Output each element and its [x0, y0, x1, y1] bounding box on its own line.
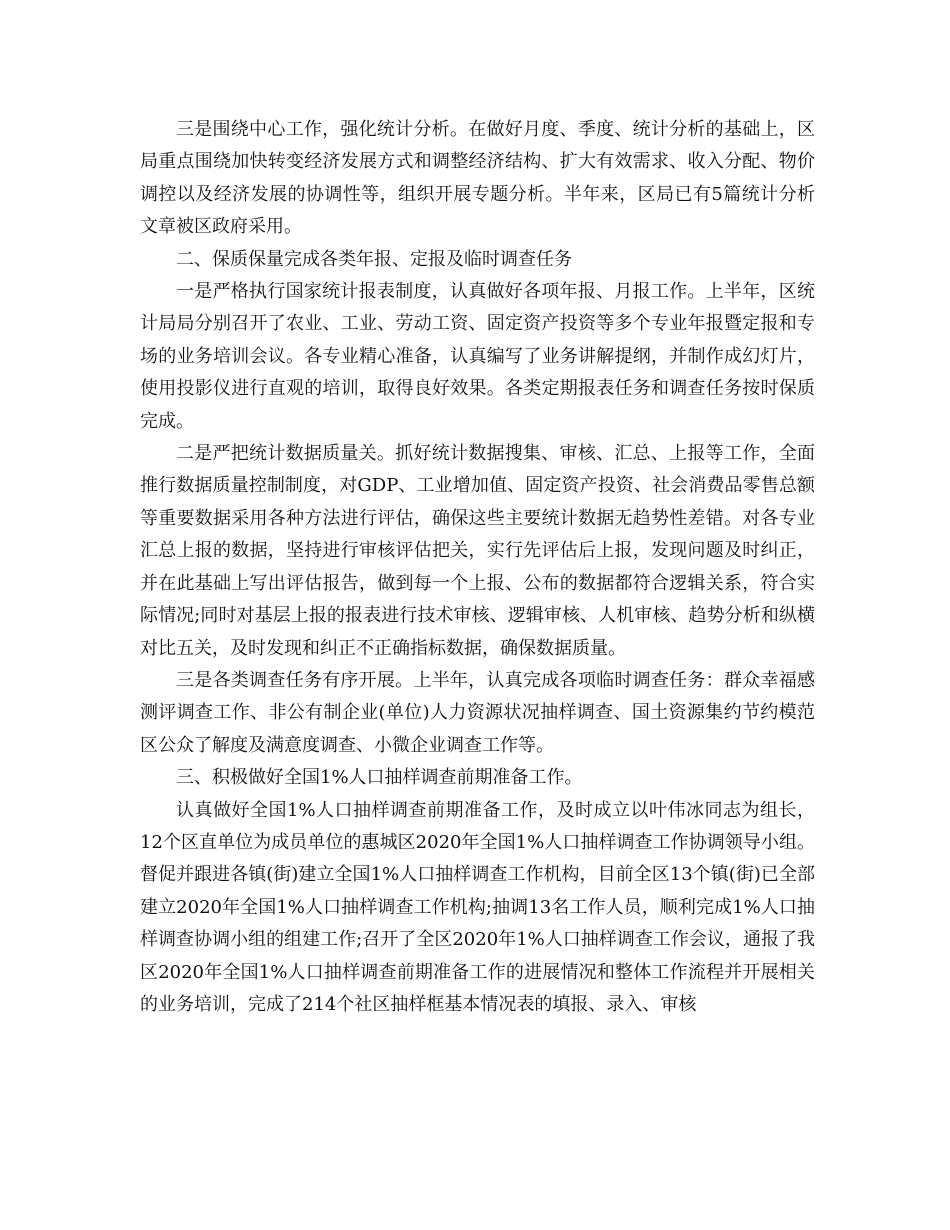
paragraph-report-system: 一是严格执行国家统计报表制度，认真做好各项年报、月报工作。上半年，区统计局局分别召开了农业、工业、劳动工资、固定资产投资等多个专业年报暨定报和专场的业务培训会议。各专业精心准备，认真编写了业务讲解提纲，并制作成幻灯片，使用投影仪进行直观的培训，取得良好效果。各类定期报表任务和调查任务按时保质完成。 [140, 281, 815, 432]
paragraph-survey-tasks: 三是各类调查任务有序开展。上半年，认真完成各项临时调查任务：群众幸福感测评调查工作、非公有制企业(单位)人力资源状况抽样调查、国土资源集约节约模范区公众了解度及满意度调查、小微企业调查工作等。 [140, 669, 815, 756]
heading-section-two: 二、保质保量完成各类年报、定报及临时调查任务 [176, 248, 572, 270]
paragraph-data-quality: 二是严把统计数据质量关。抓好统计数据搜集、审核、汇总、上报等工作，全面推行数据质量控制制度，对GDP、工业增加值、固定资产投资、社会消费品零售总额等重要数据采用各种方法进行评估，确保这些主要统计数据无趋势性差错。对各专业汇总上报的数据，坚持进行审核评估把关，实行先评估后上报，发现问题及时纠正，并在此基础上写出评估报告，做到每一个上报、公布的数据都符合逻辑关系，符合实际情况;同时对基层上报的报表进行技术审核、逻辑审核、人机审核、趋势分析和纵横对比五关，及时发现和纠正不正确指标数据，确保数据质量。 [140, 443, 815, 659]
paragraph-statistical-analysis: 三是围绕中心工作，强化统计分析。在做好月度、季度、统计分析的基础上，区局重点围绕加快转变经济发展方式和调整经济结构、扩大有效需求、收入分配、物价调控以及经济发展的协调性等，组织开展专题分析。半年来，区局已有5篇统计分析文章被区政府采用。 [140, 119, 815, 238]
paragraph-population-survey: 认真做好全国1%人口抽样调查前期准备工作，及时成立以叶伟冰同志为组长，12个区直单位为成员单位的惠城区2020年全国1%人口抽样调查工作协调领导小组。督促并跟进各镇(街)建立全国1%人口抽样调查工作机构，目前全区13个镇(街)已全部建立2020年全国1%人口抽样调查工作机构;抽调13名工作人员，顺利完成1%人口抽样调查协调小组的组建工作;召开了全区2020年1%人口抽样调查工作会议，通报了我区2020年全国1%人口抽样调查前期准备工作的进展情况和整体工作流程并开展相关的业务培训，完成了214个社区抽样框基本情况表的填报、录入、审核 [140, 799, 815, 1015]
heading-section-three: 三、积极做好全国1%人口抽样调查前期准备工作。 [176, 767, 583, 789]
document-body [140, 114, 815, 1021]
